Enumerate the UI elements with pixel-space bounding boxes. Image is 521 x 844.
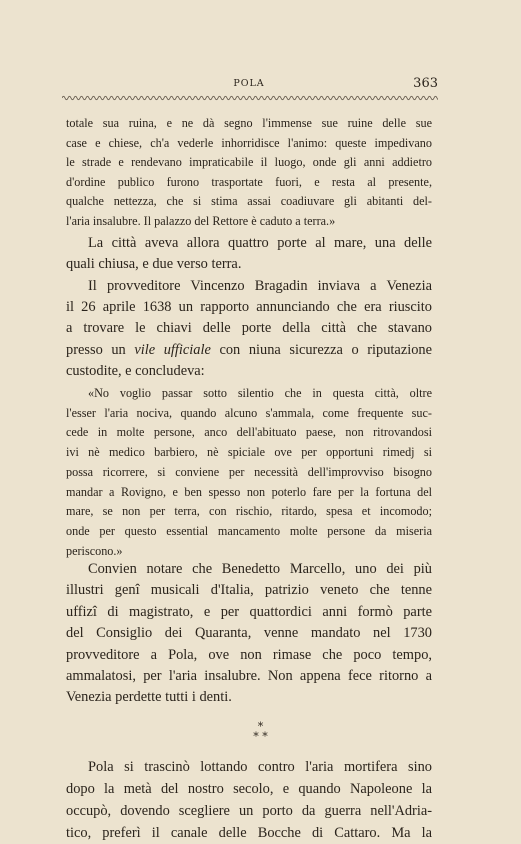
- text-line: qualche nettezza, che si stima assai coadiuvare gli abitanti del-: [66, 194, 432, 208]
- text-line: il 26 aprile 1638 un rapporto annunciando che era riuscito: [66, 299, 432, 316]
- text-line: quali chiusa, e due verso terra.: [66, 256, 242, 273]
- text-line: occupò, dovendo scegliere un porto da guerra nell'Adria-: [66, 803, 432, 819]
- text-line: Il provveditore Vincenzo Bragadin inviava a Venezia: [88, 278, 432, 294]
- text-line: [66, 340, 432, 361]
- wavy-rule-ornament: [62, 94, 438, 102]
- text-line: Pola si trascinò lottando contro l'aria mortifera sino: [88, 759, 432, 775]
- asterism-bottom: * *: [253, 730, 268, 743]
- asterism-top: *: [257, 720, 264, 733]
- text-span: con niuna sicurezza o riputazione: [219, 341, 432, 358]
- text-line: La città aveva allora quattro porte al mare, una delle: [88, 235, 432, 251]
- text-line: totale sua ruina, e ne dà segno l'immense sue ruine delle sue: [66, 116, 432, 130]
- paragraph-3: [66, 276, 432, 382]
- text-line: tico, preferì il canale delle Bocche di Cattaro. Ma la: [66, 825, 432, 841]
- text-line: ammalatosi, per l'aria insalubre. Non appena fece ritorno a: [66, 668, 432, 685]
- text-line: case e chiese, ch'a vederle inhorridisce l'animo: queste impedivano: [66, 135, 432, 150]
- text-line: cede in molte persone, anco dell'abituato paese, non ritrovandosi: [66, 425, 432, 440]
- text-line: possa ricorrere, si conviene per necessità dell'improvviso bisogno: [66, 464, 432, 479]
- paragraph-2: [66, 233, 432, 275]
- text-line: Convien notare che Benedetto Marcello, uno dei più: [88, 561, 432, 577]
- text-span: presso un: [66, 341, 126, 358]
- text-line: provveditore a Pola, ove non rimase che poco tempo,: [66, 646, 432, 663]
- text-line: l'aria insalubre. Il palazzo del Rettore è caduto a terra.»: [66, 213, 336, 228]
- text-line: onde per questo essential mancamento molte persone da miseria: [66, 523, 432, 538]
- page-number: 363: [413, 76, 438, 91]
- running-head: [66, 76, 438, 92]
- text-line: ivi nè medico barbiero, nè spiciale ove per opportuni rimedj si: [66, 445, 432, 460]
- text-line: custodite, e concludeva:: [66, 362, 205, 379]
- text-line: l'esser l'aria nociva, quando alcuno s'ammala, come frequente suc-: [66, 405, 432, 420]
- text-line: uffizî di magistrato, e per quattordici anni formò parte: [66, 603, 432, 620]
- text-line: mandar a Rovigno, e ben spesso non poterlo fare per la fortuna del: [66, 484, 432, 499]
- text-line: illustri genî musicali d'Italia, patrizio veneto che tenne: [66, 582, 432, 599]
- quotation: [66, 384, 432, 561]
- text-line: d'ordine publico furono trasportate fuori, e resta al presente,: [66, 174, 432, 189]
- text-line: del Consiglio dei Quaranta, venne mandato nel 1730: [66, 625, 432, 642]
- text-line: a trovare le chiavi delle porte della città che stavano: [66, 320, 432, 337]
- text-line: periscono.»: [66, 543, 123, 558]
- paragraph-5: [66, 756, 432, 844]
- text-line: Venezia perdette tutti i denti.: [66, 689, 232, 706]
- text-line: «No voglio passar sotto silentio che in questa città, oltre: [88, 386, 432, 400]
- italic-phrase: vile ufficiale: [134, 341, 211, 358]
- paragraph-1: [66, 114, 432, 231]
- paragraph-4: [66, 559, 432, 709]
- text-line: dopo la metà del nostro secolo, e quando Napoleone la: [66, 781, 432, 797]
- text-line: mare, se non per terra, con rischio, ritardo, spesa et incomodo;: [66, 504, 432, 519]
- text-line: le strade e rendevano impraticabile il luogo, onde gli anni addietro: [66, 155, 432, 169]
- running-title: POLA: [233, 78, 265, 89]
